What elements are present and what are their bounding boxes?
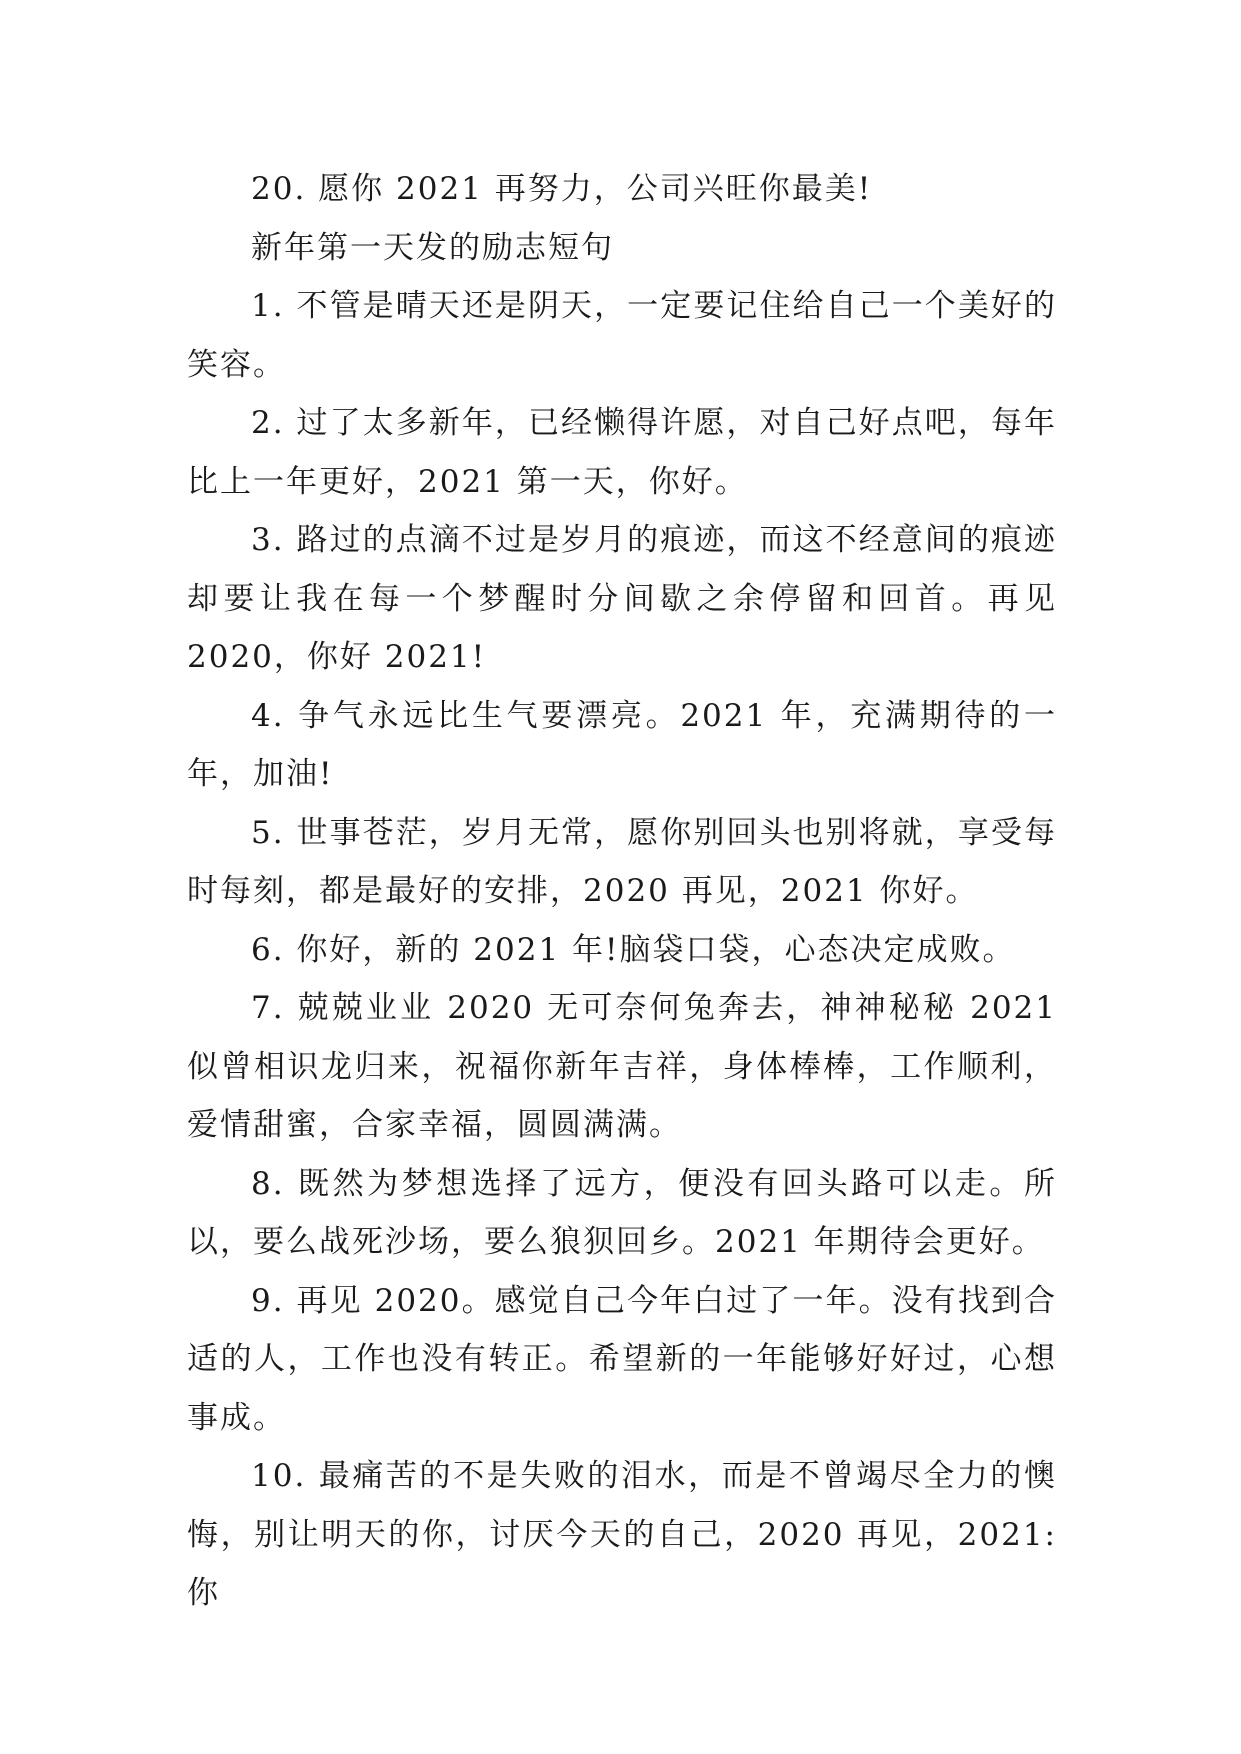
paragraph-item-7: 7. 兢兢业业 2020 无可奈何兔奔去，神神秘秘 2021 似曾相识龙归来，祝福你新年吉祥，身体棒棒，工作顺利，爱情甜蜜，合家幸福，圆圆满满。 xyxy=(187,990,1057,1143)
paragraph-item-9: 9. 再见 2020。感觉自己今年白过了一年。没有找到合适的人，工作也没有转正。希望新的一年能够好好过，心想事成。 xyxy=(187,1282,1057,1436)
paragraph-item-5: 5. 世事苍茫，岁月无常，愿你别回头也别将就，享受每时每刻，都是最好的安排，2020 再见，2021 你好。 xyxy=(187,814,1057,909)
paragraph-item-3: 3. 路过的点滴不过是岁月的痕迹，而这不经意间的痕迹却要让我在每一个梦醒时分间歇之余停留和回首。再见 2020，你好 2021! xyxy=(187,522,1057,675)
paragraph-item-10: 10. 最痛苦的不是失败的泪水，而是不曾竭尽全力的懊悔，别让明天的你，讨厌今天的自己，2020 再见，2021: 你 xyxy=(187,1458,1057,1611)
document-body xyxy=(187,160,1057,1623)
paragraph-item-4: 4. 争气永远比生气要漂亮。2021 年，充满期待的一年，加油! xyxy=(187,697,1057,792)
paragraph-item-6: 6. 你好，新的 2021 年!脑袋口袋，心态决定成败。 xyxy=(251,931,1016,968)
paragraph-item-1: 1. 不管是晴天还是阴天，一定要记住给自己一个美好的笑容。 xyxy=(187,288,1057,383)
paragraph-item-20: 20. 愿你 2021 再努力，公司兴旺你最美! xyxy=(251,171,873,207)
section-heading: 新年第一天发的励志短句 xyxy=(251,229,614,266)
paragraph-item-2: 2. 过了太多新年，已经懒得许愿，对自己好点吧，每年比上一年更好，2021 第一天，你好。 xyxy=(187,405,1057,500)
paragraph-item-8: 8. 既然为梦想选择了远方，便没有回头路可以走。所以，要么战死沙场，要么狼狈回乡。2021 年期待会更好。 xyxy=(187,1165,1057,1260)
